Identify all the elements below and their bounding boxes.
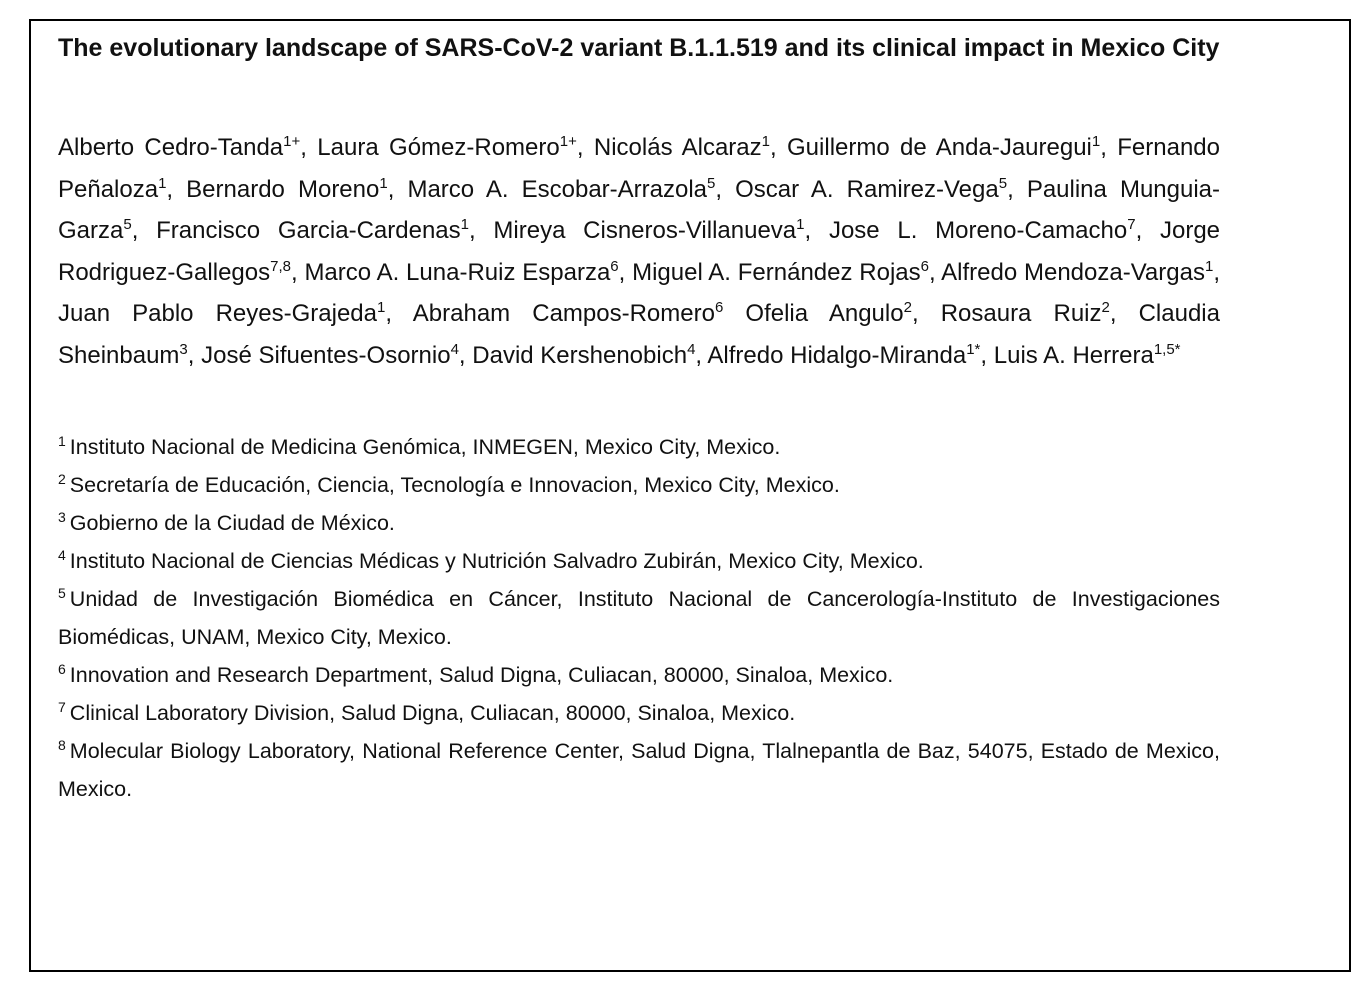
author: Fernando Peñaloza$^1$,: [58, 134, 1221, 203]
author: Claudia Sheinbaum$^3$,: [58, 300, 1220, 369]
author-affiliation-marker: 1: [460, 216, 469, 233]
affiliation-number: 6: [58, 661, 66, 677]
author: Alfredo Mendoza-Vargas$^1$,: [941, 257, 1220, 286]
author: Marco A. Luna-Ruiz Esparza$^6$,: [304, 257, 633, 286]
affiliation-item: $^3$ Gobierno de la Ciudad de México.: [58, 509, 395, 535]
author-affiliation-marker: 5: [707, 174, 716, 192]
author-affiliation-marker: 1*: [966, 340, 981, 358]
affiliation-number: 8: [58, 737, 66, 753]
author: Alfredo Hidalgo-Miranda$^{1*}$,: [707, 340, 994, 369]
author: Oscar A. Ramirez-Vega$^5$,: [735, 174, 1027, 203]
affiliation-number: 3: [58, 509, 66, 525]
affiliation-item: $^2$ Secretaría de Educación, Ciencia, Tecnología e Innovacion, Mexico City, Mexico.: [58, 471, 840, 497]
author-affiliation-marker: 6: [714, 299, 724, 316]
author: Juan Pablo Reyes-Grajeda$^1$,: [58, 299, 413, 327]
author: Francisco Garcia-Cardenas$^1$,: [156, 216, 494, 244]
author-affiliation-marker: 7: [1127, 216, 1136, 233]
author: Ofelia Angulo$^2$,: [745, 299, 941, 327]
author-affiliation-marker: 2: [1101, 299, 1110, 316]
author-affiliation-marker: 3: [179, 340, 188, 358]
author: Abraham Campos-Romero$^6$: [412, 299, 724, 327]
author: José Sifuentes-Osornio$^4$,: [201, 340, 473, 369]
affiliation-item: $^5$ Unidad de Investigación Biomédica en Cáncer, Instituto Nacional de Cancerología-Instituto de Investigaciones Biomédicas, UNAM, Mexico City, Mexico.: [58, 585, 1220, 649]
affiliation-list: [58, 428, 1220, 808]
author-affiliation-marker: 1: [1204, 257, 1214, 275]
author: Marco A. Escobar-Arrazola$^5$,: [407, 174, 736, 203]
affiliation-number: 2: [58, 471, 66, 487]
author-affiliation-marker: 1: [158, 174, 167, 192]
author-affiliation-marker: 1: [1091, 133, 1101, 150]
author: Jorge Rodriguez-Gallegos$^{7,8}$,: [58, 217, 1221, 286]
author: Bernardo Moreno$^1$,: [186, 174, 408, 203]
author: Nicolás Alcaraz$^1$,: [593, 133, 788, 161]
author-affiliation-marker: 1: [796, 216, 805, 233]
author: Luis A. Herrera$^{1,5*}$: [993, 340, 1181, 369]
affiliation-number: 1: [58, 433, 66, 449]
author: Paulina Munguia-Garza$^5$,: [58, 175, 1221, 244]
author: Laura Gómez-Romero$^{1+}$,: [317, 133, 594, 161]
affiliation-item: $^7$ Clinical Laboratory Division, Salud Digna, Culiacan, 80000, Sinaloa, Mexico.: [58, 699, 796, 725]
author-affiliation-marker: 1+: [559, 133, 577, 150]
paper-header: [58, 28, 1220, 808]
author: Alberto Cedro-Tanda$^{1+}$,: [58, 133, 318, 161]
author: Jose L. Moreno-Camacho$^7$,: [828, 216, 1160, 244]
author: Rosaura Ruiz$^2$,: [940, 299, 1139, 327]
author: Mireya Cisneros-Villanueva$^1$,: [493, 216, 829, 244]
affiliation-number: 7: [58, 699, 66, 715]
affiliation-item: $^1$ Instituto Nacional de Medicina Genómica, INMEGEN, Mexico City, Mexico.: [58, 433, 781, 459]
paper-title: The evolutionary landscape of SARS-CoV-2 variant B.1.1.519 and its clinical impact in Mexico City: [58, 34, 1220, 62]
author-affiliation-marker: 1,5*: [1153, 340, 1181, 358]
affiliation-number: 4: [58, 547, 66, 563]
author-affiliation-marker: 6: [920, 257, 929, 275]
author-list: [58, 127, 1220, 376]
affiliation-item: $^8$ Molecular Biology Laboratory, National Reference Center, Salud Digna, Tlalnepantla de Baz, 54075, Estado de Mexico, Mexico.: [58, 737, 1220, 801]
affiliation-item: $^4$ Instituto Nacional de Ciencias Médicas y Nutrición Salvadro Zubirán, Mexico City, Mexico.: [58, 547, 924, 573]
author-affiliation-marker: 1+: [283, 133, 301, 150]
author-affiliation-marker: 2: [903, 299, 912, 316]
author-affiliation-marker: 5: [123, 216, 132, 233]
author-affiliation-marker: 1: [377, 299, 386, 316]
author: Guillermo de Anda-Jauregui$^1$,: [787, 133, 1118, 161]
author-affiliation-marker: 1: [761, 133, 770, 150]
author-affiliation-marker: 7,8: [270, 257, 291, 275]
author-affiliation-marker: 4: [687, 340, 696, 358]
author-affiliation-marker: 6: [610, 257, 619, 275]
author: Miguel A. Fernández Rojas$^6$,: [632, 257, 942, 286]
author-affiliation-marker: 1: [379, 174, 388, 192]
author-affiliation-marker: 5: [998, 174, 1008, 192]
affiliation-number: 5: [58, 585, 66, 601]
author: David Kershenobich$^4$,: [472, 340, 708, 369]
affiliation-item: $^6$ Innovation and Research Department, Salud Digna, Culiacan, 80000, Sinaloa, Mexico.: [58, 661, 894, 687]
author-affiliation-marker: 4: [450, 340, 459, 358]
